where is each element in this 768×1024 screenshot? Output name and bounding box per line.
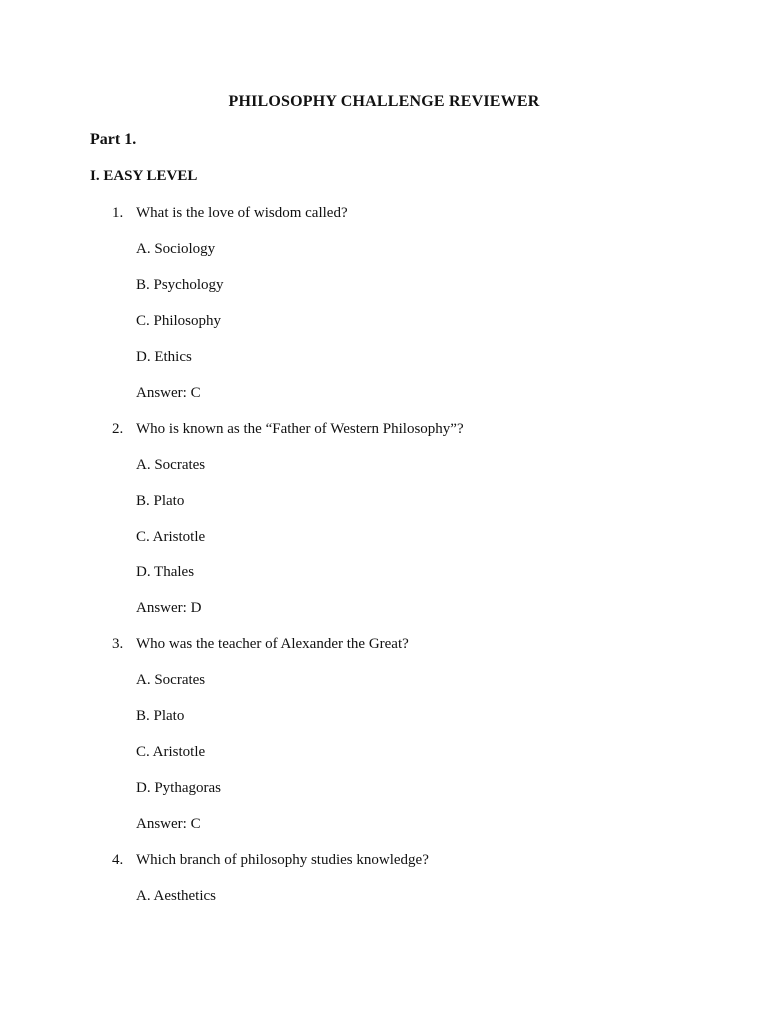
option-item: C. Philosophy [136,313,222,329]
option-item: B. Plato [136,493,185,509]
answer-line: Answer: C [136,385,201,401]
option-item: B. Plato [136,708,185,724]
question-text: Who was the teacher of Alexander the Great? [136,636,409,652]
option-item: D. Pythagoras [136,780,221,796]
level-heading: I. EASY LEVEL [90,168,198,184]
option-item: C. Aristotle [136,529,206,545]
question-number: 1. [112,205,124,221]
question-number: 2. [112,421,124,437]
question-text: What is the love of wisdom called? [136,205,348,221]
answer-line: Answer: C [136,816,201,832]
option-item: D. Ethics [136,349,192,365]
question-number: 4. [112,852,124,868]
option-item: B. Psychology [136,277,224,293]
option-item: C. Aristotle [136,744,206,760]
question-number: 3. [112,636,124,652]
answer-line: Answer: D [136,600,202,616]
document-title: PHILOSOPHY CHALLENGE REVIEWER [228,93,540,110]
option-item: A. Socrates [136,672,206,688]
part-heading: Part 1. [90,131,137,148]
option-item: A. Socrates [136,457,206,473]
question-text: Who is known as the “Father of Western Philosophy”? [136,421,464,437]
question-text: Which branch of philosophy studies knowledge? [136,852,429,868]
option-item: A. Sociology [136,241,216,257]
option-item: A. Aesthetics [136,888,216,904]
option-item: D. Thales [136,564,195,580]
